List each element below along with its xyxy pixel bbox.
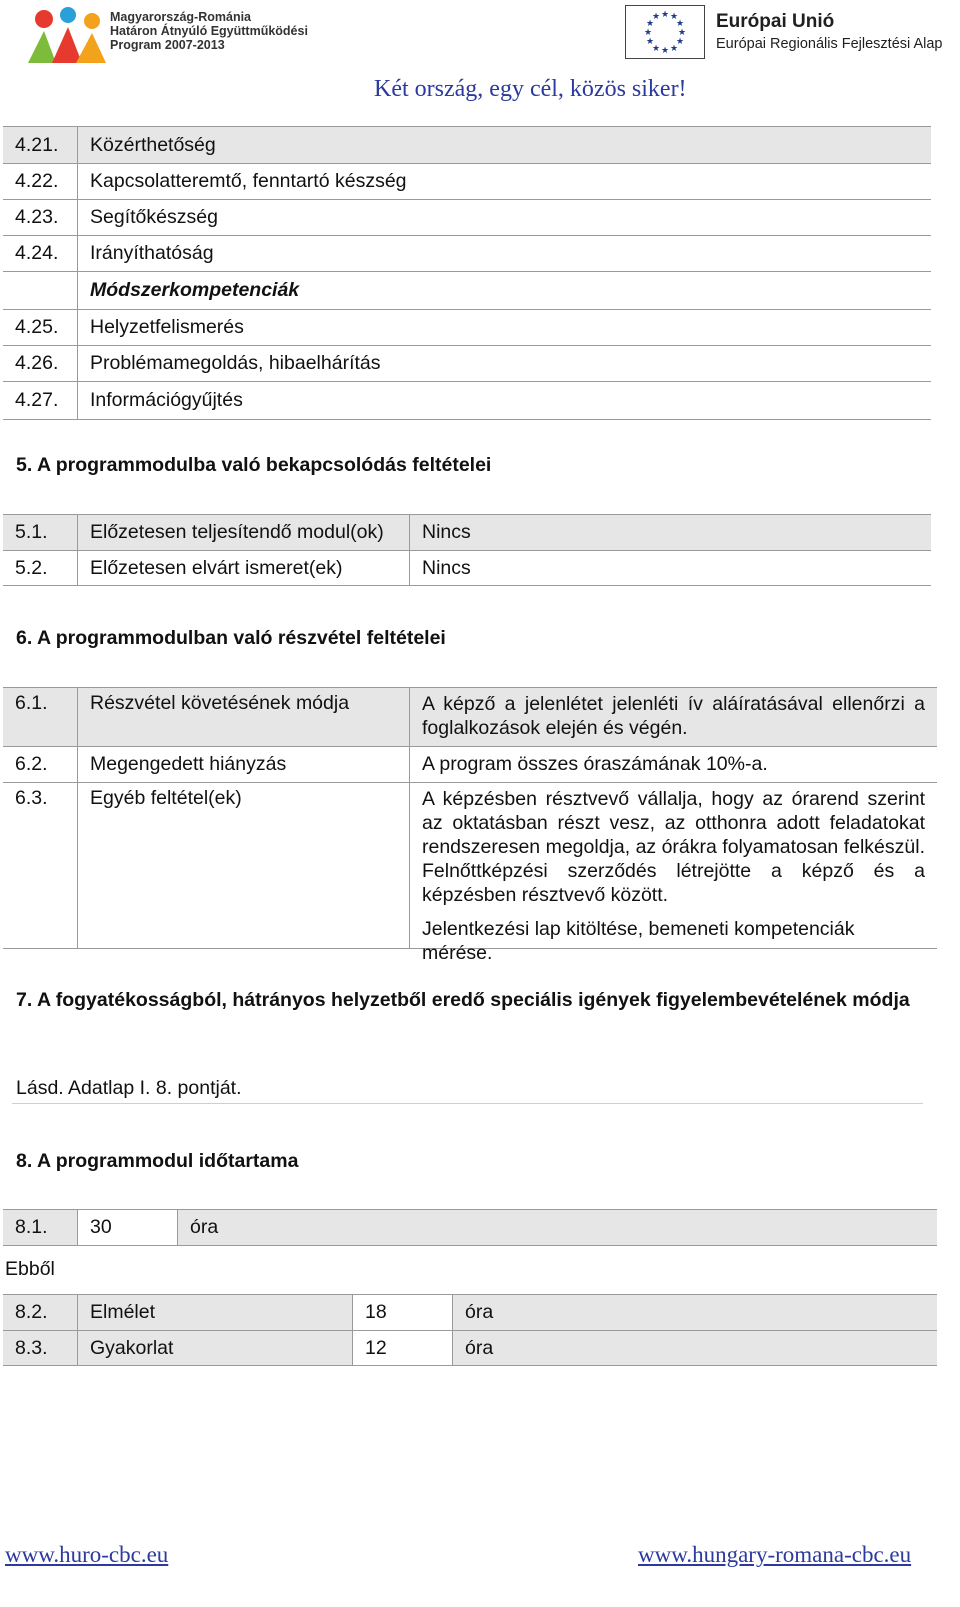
svg-text:★: ★ (675, 37, 685, 47)
section7-heading: 7. A fogyatékosságból, hátrányos helyzetből eredő speciális igények figyelembevételének módja (16, 989, 910, 1011)
section8-heading: 8. A programmodul időtartama (16, 1150, 299, 1172)
table-row (3, 381, 931, 420)
row-number: 8.3. (15, 1336, 48, 1359)
svg-text:★: ★ (645, 37, 655, 47)
row-unit: óra (177, 1210, 937, 1245)
row-number: 4.24. (15, 242, 59, 264)
row-label: Problémamegoldás, hibaelhárítás (77, 346, 931, 381)
svg-text:★: ★ (643, 28, 653, 38)
row-value: A program összes óraszámának 10%-a. (409, 747, 937, 782)
row-value: A képző a jelenlétet jelenléti ív aláíratásával ellenőrzi a foglalkozások elején és végén. (409, 688, 937, 746)
row-label: Helyzetfelismerés (77, 310, 931, 345)
row-label: Irányíthatóság (77, 236, 931, 271)
row-number: 5.2. (15, 556, 48, 579)
row-value-extra: Jelentkezési lap kitöltése, bemeneti kompetenciák mérése. (422, 918, 855, 964)
row-label: Előzetesen teljesítendő modul(ok) (77, 515, 409, 550)
svg-text:★: ★ (660, 10, 670, 20)
row-label: Információgyűjtés (77, 382, 931, 419)
table-row (3, 345, 931, 381)
row-unit: óra (452, 1331, 937, 1365)
section5-table (3, 514, 931, 586)
row-label: Gyakorlat (77, 1331, 352, 1365)
eu-subtitle: Európai Regionális Fejlesztési Alap (716, 36, 943, 52)
row-number: 4.25. (15, 316, 59, 338)
row-value-block (409, 783, 937, 964)
table-row (3, 126, 931, 163)
table-row (3, 782, 937, 964)
row-label: Részvétel követésének módja (77, 688, 409, 746)
row-label: Segítőkészség (77, 200, 931, 235)
row-number: 4.23. (15, 206, 59, 228)
table-row (3, 514, 931, 550)
row-label: Előzetesen elvárt ismeret(ek) (77, 551, 409, 585)
program-logo-line: Magyarország-Románia (110, 10, 252, 24)
eu-stars-icon (626, 6, 704, 58)
footer-link-hungary-romania[interactable]: www.hungary-romana-cbc.eu (638, 1542, 912, 1567)
table-row (3, 687, 937, 746)
table-row (3, 163, 931, 199)
row-label: Módszerkompetenciák (77, 272, 931, 309)
row-value: 30 (77, 1210, 177, 1245)
program-logo-text (110, 10, 308, 52)
table-row (3, 1330, 937, 1366)
table-row (3, 746, 937, 782)
svg-text:★: ★ (651, 12, 661, 22)
program-logo-icon (22, 5, 112, 65)
row-label: Megengedett hiányzás (77, 747, 409, 782)
table-row (3, 309, 931, 345)
row-value: Nincs (409, 515, 931, 550)
row-number: 5.1. (15, 521, 48, 543)
row-number: 6.2. (15, 753, 48, 775)
program-logo-line: Program 2007-2013 (110, 38, 225, 52)
row-number: 4.27. (15, 389, 59, 411)
row-number (3, 272, 77, 309)
section6-table (3, 687, 937, 964)
eu-flag (625, 5, 705, 59)
section8-breakdown-table (3, 1294, 937, 1366)
svg-text:★: ★ (660, 46, 670, 56)
table-row (3, 199, 931, 235)
motto: Két ország, egy cél, közös siker! (374, 76, 687, 102)
row-unit: óra (452, 1295, 937, 1330)
row-value: 18 (352, 1295, 452, 1330)
program-logo-line: Határon Átnyúló Együttműködési (110, 24, 308, 38)
section6-heading: 6. A programmodulban való részvétel feltételei (16, 627, 446, 649)
row-number: 4.26. (15, 352, 59, 374)
row-label: Egyéb feltétel(ek) (77, 783, 409, 948)
section7-text: Lásd. Adatlap I. 8. pontját. (16, 1077, 242, 1099)
svg-text:★: ★ (651, 44, 661, 54)
svg-text:★: ★ (675, 19, 685, 29)
row-label: Kapcsolatteremtő, fenntartó készség (77, 164, 931, 199)
row-number: 6.3. (15, 787, 48, 809)
row-value: A képzésben résztvevő vállalja, hogy az órarend szerint az oktatásban részt vesz, az otthonra adott feladatokat rendszeresen megoldja, az órákra folyamatosan felkészül. Felnőttképzési szerződés létrejötte a képző és a képzésben résztvevő között. (422, 788, 925, 906)
divider (12, 1103, 923, 1104)
row-number: 4.22. (15, 170, 59, 192)
row-number: 8.2. (15, 1301, 48, 1323)
row-number: 4.21. (15, 133, 59, 156)
competence-table (3, 126, 931, 420)
table-row (3, 1294, 937, 1330)
row-label: Közérthetőség (77, 127, 931, 163)
table-row (3, 550, 931, 586)
footer-link-huro[interactable]: www.huro-cbc.eu (5, 1542, 169, 1567)
svg-text:★: ★ (669, 12, 679, 22)
row-label: Elmélet (77, 1295, 352, 1330)
row-value: Nincs (409, 551, 931, 585)
row-number: 6.1. (15, 692, 48, 714)
svg-text:★: ★ (669, 44, 679, 54)
row-number: 8.1. (15, 1216, 48, 1238)
svg-text:★: ★ (645, 19, 655, 29)
row-value: 12 (352, 1331, 452, 1365)
svg-text:★: ★ (677, 28, 687, 38)
ebbol-label: Ebből (5, 1258, 55, 1280)
table-row (3, 235, 931, 271)
eu-title: Európai Unió (716, 11, 835, 32)
table-row (3, 1209, 937, 1246)
section8-total-table (3, 1209, 937, 1246)
section5-heading: 5. A programmodulba való bekapcsolódás feltételei (16, 454, 492, 476)
table-row (3, 271, 931, 309)
